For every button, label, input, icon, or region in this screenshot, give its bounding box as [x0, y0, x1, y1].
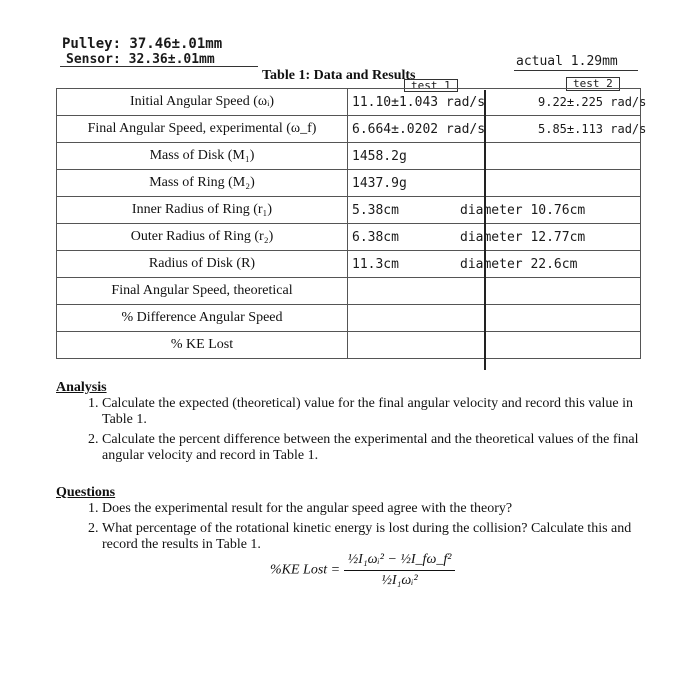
pulley-note: Pulley: 37.46±.01mm: [62, 36, 223, 52]
test1-value: 1437.9g: [352, 176, 407, 191]
table-row: [57, 278, 641, 305]
test-divider: [484, 90, 486, 370]
row-values: [348, 251, 641, 278]
ke-formula: [270, 552, 455, 589]
row-values: [348, 197, 641, 224]
table-row: [57, 305, 641, 332]
analysis-item: 2. Calculate the percent difference between the experimental and the theoretical values of the final angular velocity and record in Table 1.: [102, 432, 656, 464]
test1-value: 6.38cm: [352, 230, 399, 245]
row-label: Inner Radius of Ring (r₁): [57, 197, 348, 224]
row-label: Final Angular Speed, theoretical: [57, 278, 348, 305]
row-values: [348, 224, 641, 251]
question-item: 1. Does the experimental result for the angular speed agree with the theory?: [102, 501, 656, 517]
analysis-item: 1. Calculate the expected (theoretical) value for the final angular velocity and record this value in Table 1.: [102, 396, 656, 428]
test1-value: 11.3cm: [352, 257, 399, 272]
row-values: [348, 170, 641, 197]
actual-note: actual 1.29mm: [516, 54, 618, 69]
table-row: [57, 89, 641, 116]
row-values: [348, 116, 647, 143]
analysis-list: [56, 396, 656, 464]
table-row: [57, 170, 641, 197]
row-values: [348, 332, 641, 359]
row-label: Outer Radius of Ring (r₂): [57, 224, 348, 251]
table-caption: Table 1: Data and Results: [262, 68, 416, 83]
test1-value: 11.10±1.043 rad/s: [352, 95, 486, 110]
test1-value: 5.38cm: [352, 203, 399, 218]
test2-value: diameter 12.77cm: [460, 230, 586, 245]
test2-value: diameter 10.76cm: [460, 203, 586, 218]
table-row: [57, 224, 641, 251]
test2-value: diameter 22.6cm: [460, 257, 578, 272]
formula-numerator: ½I₁ωᵢ² − ½I_fω_f²: [344, 552, 456, 571]
row-values: [348, 143, 641, 170]
test2-value: 5.85±.113 rad/s: [538, 122, 647, 136]
test2-value: 9.22±.225 rad/s: [538, 95, 647, 109]
row-label: % Difference Angular Speed: [57, 305, 348, 332]
table-row: [57, 116, 641, 143]
formula-lhs: %KE Lost =: [270, 562, 341, 578]
sensor-note: Sensor: 32.36±.01mm: [66, 52, 215, 67]
row-values: [348, 305, 641, 332]
note-underline: [60, 66, 258, 67]
row-label: % KE Lost: [57, 332, 348, 359]
table-row: [57, 332, 641, 359]
questions-list: [56, 501, 656, 553]
data-table: [56, 88, 647, 359]
row-values: [348, 89, 647, 116]
test2-label: test 2: [566, 77, 620, 91]
row-label: Mass of Ring (M₂): [57, 170, 348, 197]
table-row: [57, 197, 641, 224]
formula-denominator: ½I₁ωᵢ²: [381, 573, 418, 588]
test1-label: test 1: [404, 79, 458, 92]
test1-value: 6.664±.0202 rad/s: [352, 122, 486, 137]
row-values: [348, 278, 641, 305]
table-row: [57, 251, 641, 278]
row-label: Radius of Disk (R): [57, 251, 348, 278]
table-row: [57, 143, 641, 170]
row-label: Final Angular Speed, experimental (ω_f): [57, 116, 348, 143]
test1-value: 1458.2g: [352, 149, 407, 164]
actual-underline: [514, 70, 638, 71]
row-label: Initial Angular Speed (ωᵢ): [57, 89, 348, 116]
analysis-heading: Analysis: [56, 380, 107, 395]
question-item: 2. What percentage of the rotational kinetic energy is lost during the collision? Calculate this and record the results in Table 1.: [102, 521, 656, 553]
questions-heading: Questions: [56, 485, 116, 500]
row-label: Mass of Disk (M₁): [57, 143, 348, 170]
